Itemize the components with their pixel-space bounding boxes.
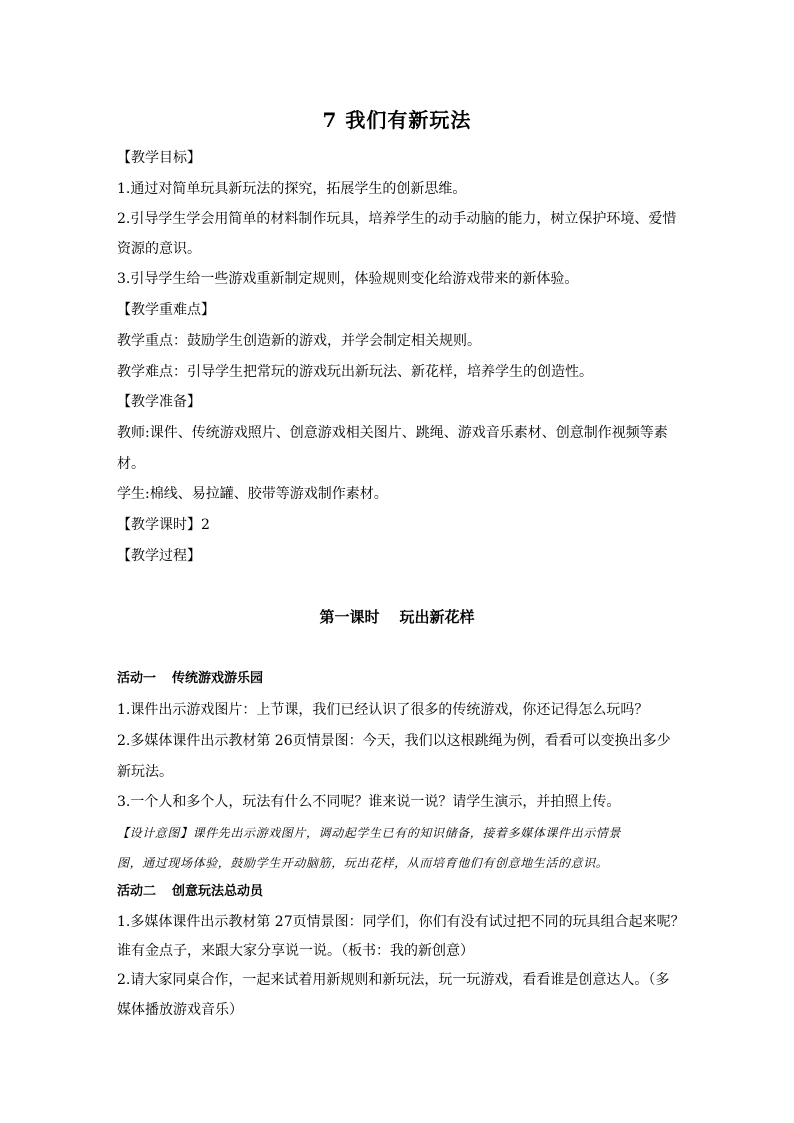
- design-intent-line-1: 【设计意图】课件先出示游戏图片，调动起学生已有的知识储备，接着多媒体课件出示情景: [117, 826, 622, 840]
- difficulty-point: 教学难点：引导学生把常玩的游戏玩出新玩法、新花样，培养学生的创造性。: [117, 364, 593, 380]
- page-title: 7 我们有新玩法: [322, 108, 472, 132]
- prep-student: 学生:棉线、易拉罐、胶带等游戏制作素材。: [117, 486, 388, 502]
- objective-1: 1.通过对简单玩具新玩法的探究，拓展学生的创新思维。: [117, 181, 467, 197]
- activity-1-name: 传统游戏游乐园: [172, 671, 264, 686]
- activity-2-item-1-line-2: 谁有金点子，来跟大家分享说一说。（板书：我的新创意）: [117, 943, 474, 959]
- activity-2-item-2-line-2: 媒体播放游戏音乐）: [117, 1002, 243, 1018]
- activity-1-item-3: 3.一个人和多个人，玩法有什么不同呢？谁来说一说？请学生演示，并拍照上传。: [117, 794, 621, 810]
- objectives-heading: 【教学目标】: [117, 150, 201, 166]
- keypoints-heading: 【教学重难点】: [117, 302, 215, 318]
- activity-2-heading: [117, 882, 697, 902]
- lesson-1-title: [0, 606, 794, 627]
- process-heading: 【教学过程】: [117, 548, 201, 564]
- objective-3: 3.引导学生给一些游戏重新制定规则，体验规则变化给游戏带来的新体验。: [117, 271, 579, 287]
- lesson-1-title-part-1: 第一课时: [319, 608, 380, 626]
- lesson-hours: 【教学课时】2: [117, 517, 210, 533]
- activity-1-heading: [117, 669, 697, 689]
- objective-2-line-2: 资源的意识。: [117, 241, 201, 257]
- key-point: 教学重点：鼓励学生创造新的游戏，并学会制定相关规则。: [117, 333, 481, 349]
- activity-1-item-2-line-2: 新玩法。: [117, 764, 173, 780]
- activity-2-item-2-line-1: 2.请大家同桌合作，一起来试着用新规则和新玩法，玩一玩游戏，看看谁是创意达人。（多: [117, 972, 670, 988]
- activity-1-label: 活动一: [117, 671, 157, 686]
- activity-2-label: 活动二: [117, 884, 157, 899]
- activity-1-item-1: 1.课件出示游戏图片：上节课，我们已经认识了很多的传统游戏，你还记得怎么玩吗？: [117, 702, 649, 718]
- prep-teacher-line-2: 材。: [117, 456, 145, 472]
- lesson-1-title-part-2: 玩出新花样: [399, 608, 475, 626]
- activity-2-name: 创意玩法总动员: [172, 884, 264, 899]
- design-intent-line-2: 图，通过现场体验，鼓励学生开动脑筋，玩出花样，从而培育他们有创意地生活的意识。: [117, 856, 609, 870]
- prep-teacher-line-1: 教师:课件、传统游戏照片、创意游戏相关图片、跳绳、游戏音乐素材、创意制作视频等素: [117, 425, 668, 441]
- prep-heading: 【教学准备】: [117, 394, 201, 410]
- activity-1-item-2-line-1: 2.多媒体课件出示教材第 26页情景图：今天，我们以这根跳绳为例，看看可以变换出多少: [117, 733, 671, 749]
- activity-2-item-1-line-1: 1.多媒体课件出示教材第 27页情景图：同学们，你们有没有试过把不同的玩具组合起来呢？: [117, 914, 685, 930]
- objective-2-line-1: 2.引导学生学会用简单的材料制作玩具，培养学生的动手动脑的能力，树立保护环境、爱惜: [117, 211, 677, 227]
